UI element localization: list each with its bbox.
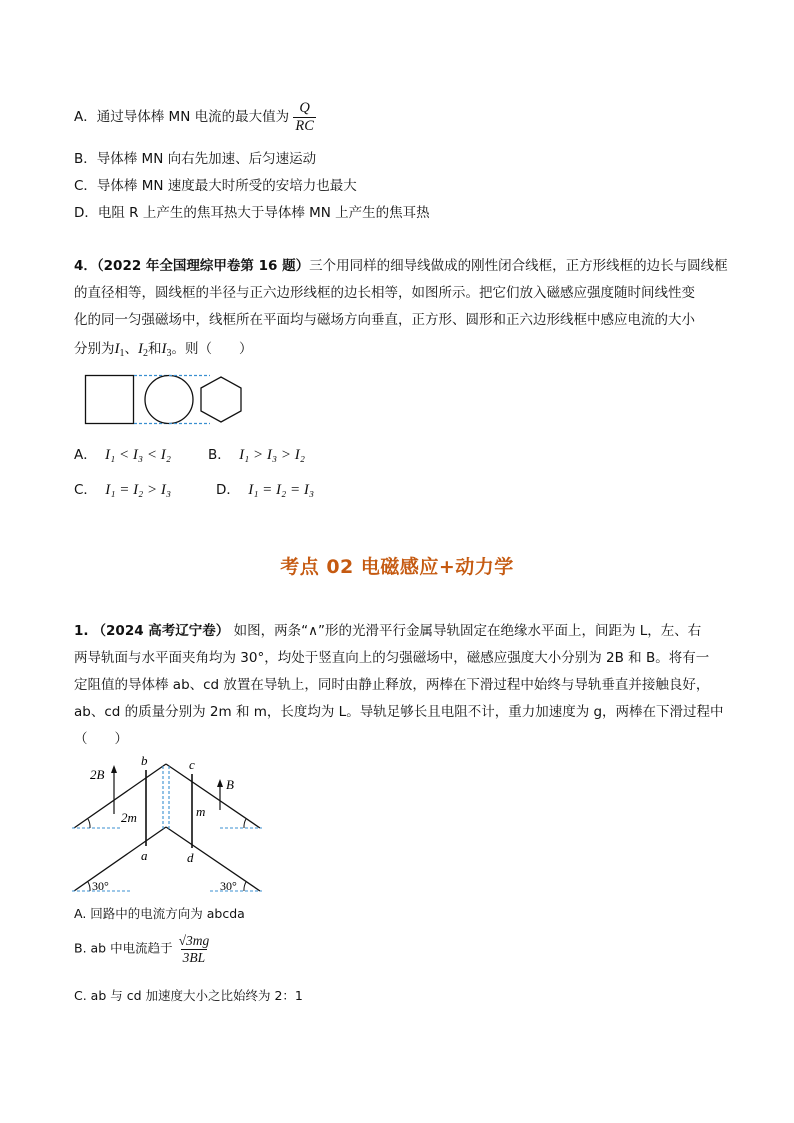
q3-option-a-numerator: Q: [299, 100, 310, 116]
q3-option-a-fraction: [293, 100, 316, 134]
angle-arc-lower-left: [88, 882, 90, 891]
q4-option-a: [74, 443, 171, 464]
q4-option-c-expr: I₁ = I₂ > I₃: [105, 482, 172, 498]
q4-option-c: [74, 478, 171, 499]
q4-option-c-label: C．: [74, 482, 97, 498]
q4-option-a-expr: I₁ < I₃ < I₂: [105, 447, 171, 463]
p1-stem-1: 如图，两条“∧”形的光滑平行金属导轨固定在绝缘水平面上，间距为 L，左、右: [229, 623, 702, 639]
p1-line-5: （ ）: [74, 731, 128, 747]
square-shape: [86, 376, 134, 424]
upper-rail-right: [166, 764, 260, 828]
angle-arc-upper-left: [88, 819, 90, 828]
q4-i1: $I_1$: [114, 341, 125, 359]
q3-option-c: C．导体棒 MN 速度最大时所受的安培力也最大: [74, 178, 357, 194]
circle-shape: [145, 376, 193, 424]
field-arrow-B-head: [217, 779, 223, 787]
p1-option-b: [74, 933, 211, 965]
label-b: b: [141, 753, 148, 768]
lower-rail-right: [166, 827, 260, 891]
q4-i2: $I_2$: [138, 341, 148, 359]
p1-line-4: ab、cd 的质量分别为 2m 和 m，长度均为 L。导轨足够长且电阻不计，重力加速度为 g，两棒在下滑过程中: [74, 704, 724, 720]
p1-line-2: 两导轨面与水平面夹角均为 30°，均处于竖直向上的匀强磁场中，磁感应强度大小分别为 2B 和 B。将有一: [74, 650, 710, 666]
p1-option-b-fraction: [177, 933, 212, 965]
q4-option-d-label: D．: [216, 482, 240, 498]
q3-option-a: [74, 100, 316, 134]
p1-line-1: [74, 619, 701, 639]
p1-option-a: A. 回路中的电流方向为 abcda: [74, 906, 245, 921]
q4-option-d-expr: I₁ = I₂ = I₃: [248, 482, 315, 498]
q3-option-a-label: A．: [74, 109, 97, 126]
p1-option-c: C. ab 与 cd 加速度大小之比始终为 2：1: [74, 988, 303, 1003]
q4-i3: $I_3$: [161, 341, 172, 359]
p1-number: 1.: [74, 623, 89, 639]
label-d: d: [187, 850, 194, 865]
p1-line-3: 定阻值的导体棒 ab、cd 放置在导轨上，同时由静止释放，两棒在下滑过程中始终与导轨垂直并接触良好，: [74, 677, 710, 693]
p1-figure-rails: [70, 752, 270, 897]
q4-stem-4-pre: 分别为: [74, 341, 115, 357]
q4-figure-shapes: [80, 370, 250, 430]
p1-option-b-denominator: 3BL: [182, 949, 206, 965]
q4-line-2: 的直径相等，圆线框的半径与正六边形线框的边长相等，如图所示。把它们放入磁感应强度随时间线性变: [74, 285, 695, 301]
section-title: 考点 02 电磁感应+动力学: [280, 556, 514, 578]
p1-source: （2024 高考辽宁卷）: [92, 623, 230, 639]
q4-option-d: [216, 478, 314, 499]
label-angle-right: 30°: [220, 879, 237, 893]
label-2m: 2m: [121, 810, 137, 825]
lower-rail-left: [74, 827, 166, 891]
q4-option-b-label: B．: [208, 447, 231, 463]
q4-and: 和: [148, 341, 162, 357]
angle-arc-upper-right: [244, 819, 246, 828]
label-angle-left: 30°: [92, 879, 109, 893]
q3-option-d: D．电阻 R 上产生的焦耳热大于导体棒 MN 上产生的焦耳热: [74, 205, 430, 221]
q4-number: 4．: [74, 258, 97, 274]
angle-arc-lower-right: [244, 882, 246, 891]
label-2B: 2B: [90, 767, 105, 782]
upper-rail-left: [74, 764, 166, 828]
field-arrow-2B-head: [111, 765, 117, 773]
q4-option-b: [208, 443, 305, 464]
label-c: c: [189, 757, 195, 772]
q3-option-a-text: 通过导体棒 MN 电流的最大值为: [96, 109, 290, 126]
q4-line-3: 化的同一匀强磁场中，线框所在平面均与磁场方向垂直，正方形、圆形和正六边形线框中感应电流的大小: [74, 312, 695, 328]
hexagon-shape: [201, 377, 241, 422]
q3-option-b: B．导体棒 MN 向右先加速、后匀速运动: [74, 151, 317, 167]
q4-line-1: [74, 254, 728, 274]
q4-source: （2022 年全国理综甲卷第 16 题）: [96, 258, 310, 274]
q4-sep: 、: [124, 341, 138, 357]
p1-option-b-numerator: √3mg: [178, 933, 210, 948]
q3-option-a-denominator: RC: [295, 117, 314, 134]
q4-option-a-label: A．: [74, 447, 97, 463]
q4-stem-1: 三个用同样的细导线做成的刚性闭合线框，正方形线框的边长与圆线框: [309, 258, 728, 274]
q4-stem-4-post: 。则（ ）: [171, 341, 253, 357]
q4-option-b-expr: I₁ > I₃ > I₂: [239, 447, 305, 463]
q4-line-4: [74, 337, 253, 359]
label-a: a: [141, 848, 148, 863]
label-B: B: [226, 777, 234, 792]
p1-option-b-text: B. ab 中电流趋于: [74, 940, 173, 956]
label-m: m: [196, 804, 206, 819]
